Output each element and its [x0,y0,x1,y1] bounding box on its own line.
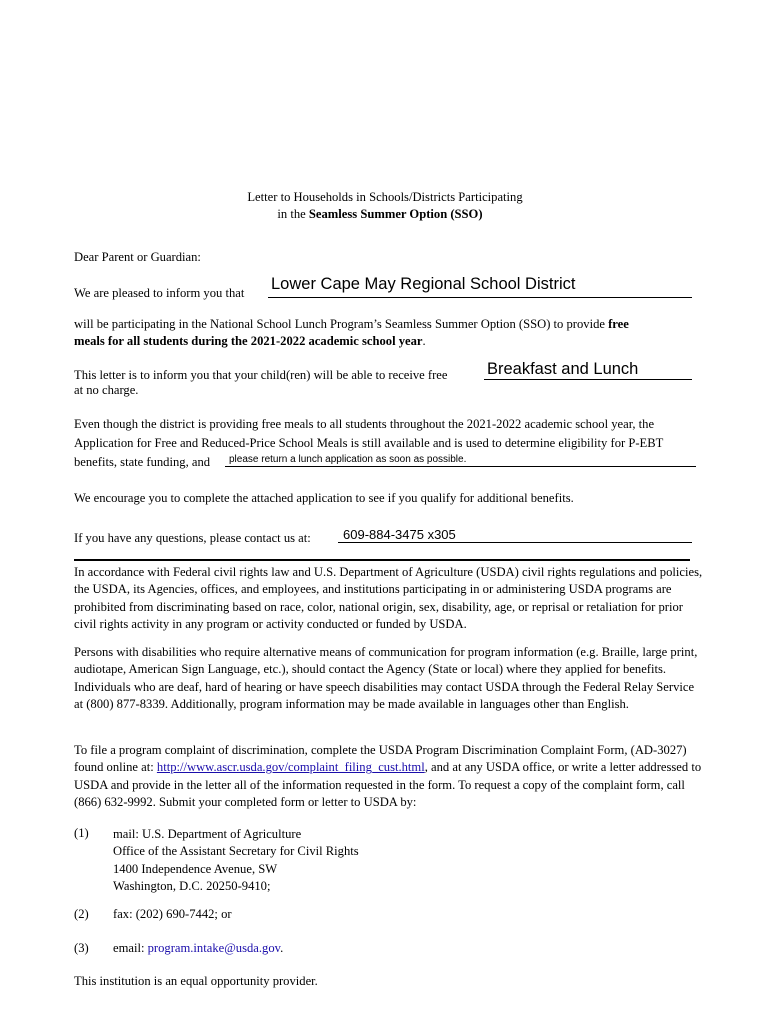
nondiscrimination-paragraph-1: In accordance with Federal civil rights law and U.S. Department of Agriculture (USDA) civil rights regulations and policies, the USDA, its Agencies, offices, and employees, and institutions participating in or administering USDA programs are prohibited from discriminating based on race, color, national origin, sex, disability, age, or reprisal or retaliation for prior civil rights activity in any program or activity conducted or funded by USDA. [74,565,703,631]
email-label: email: [113,941,148,955]
complaint-text-a: To file a program complaint of discrimination, complete the USDA Program Discrimination Complaint Form, (AD-3027) found online at: [74,743,687,775]
meals-lead: This letter is to inform you that your child(ren) will be able to receive free [74,368,448,382]
contact-field-underline [338,542,692,543]
mail-line-4: Washington, D.C. 20250-9410; [113,878,271,893]
salutation: Dear Parent or Guardian: [74,250,201,264]
intro-lead: We are pleased to inform you that [74,286,245,300]
method-2-fax: fax: (202) 690-7442; or [113,907,232,921]
method-3-email [113,941,283,956]
intro-text: will be participating in the National School Lunch Program’s Seamless Summer Option (SSO) to provide [74,317,609,331]
eligibility-field-underline [225,466,696,467]
program-name: Seamless Summer Option (SSO) [308,207,483,221]
method-2-number: (2) [74,907,89,921]
encourage-text: We encourage you to complete the attached application to see if you qualify for additional benefits. [74,491,574,505]
district-field[interactable]: Lower Cape May Regional School District [271,275,576,293]
intro-continuation-2 [74,334,426,349]
nondiscrimination-paragraph-2: Persons with disabilities who require alternative means of communication for program information (e.g. Braille, large print, audiotape, American Sign Language, etc.), should contact the Agency (State or local) where they applied for benefits. Individuals who are deaf, hard of hearing or have speech disabilities may contact USDA through the Federal Relay Service at (800) 877-8339. Additionally, program information may be made available in languages other than English. [74,645,698,711]
intro-continuation [74,317,629,332]
period: . [422,334,426,348]
email-link[interactable]: program.intake@usda.gov [147,941,281,955]
title-line-1: Letter to Households in Schools/Districts Participating [247,190,523,204]
eligibility-line-1: Even though the district is providing free meals to all students throughout the 2021-2022 academic school year, the [74,417,655,431]
mail-line-2: Office of the Assistant Secretary for Civil Rights [113,844,359,859]
meals-tail: at no charge. [74,383,139,397]
method-1-number: (1) [74,826,89,840]
letter-subtitle [0,207,760,222]
title-line-2-prefix: in the [277,207,309,221]
meals-field[interactable]: Breakfast and Lunch [487,360,639,378]
equal-opportunity-statement: This institution is an equal opportunity provider. [74,974,318,988]
complaint-paragraph [74,742,704,811]
contact-lead: If you have any questions, please contact us at: [74,531,311,545]
contact-field[interactable]: 609-884-3475 x305 [343,527,456,542]
complaint-text-b: , and at any USDA office, or write a letter addressed to USDA and provide in the letter all of the information requested in the form. To request a copy of the complaint form, call (866) 632-9992. Submit your completed form or letter to USDA by: [74,760,702,809]
mail-line-3: 1400 Independence Avenue, SW [113,861,278,876]
complaint-form-link[interactable]: http://www.ascr.usda.gov/complaint_filing_cust.html [156,760,425,775]
email-end: . [280,941,284,955]
meals-emphasis: meals for all students during the 2021-2022 academic school year [74,334,423,348]
separator-rule [74,559,690,561]
mail-line-1: mail: U.S. Department of Agriculture [113,827,302,841]
free-emphasis: free [608,317,629,331]
eligibility-field[interactable]: please return a lunch application as soon as possible. [229,454,467,465]
meals-field-underline [484,379,692,380]
letter-title [0,190,770,205]
district-field-underline [268,297,692,298]
eligibility-line-3: benefits, state funding, and [74,455,211,469]
eligibility-line-2: Application for Free and Reduced-Price School Meals is still available and is used to determine eligibility for P-EBT [74,436,664,450]
method-1-mail [113,826,359,895]
method-3-number: (3) [74,941,89,955]
